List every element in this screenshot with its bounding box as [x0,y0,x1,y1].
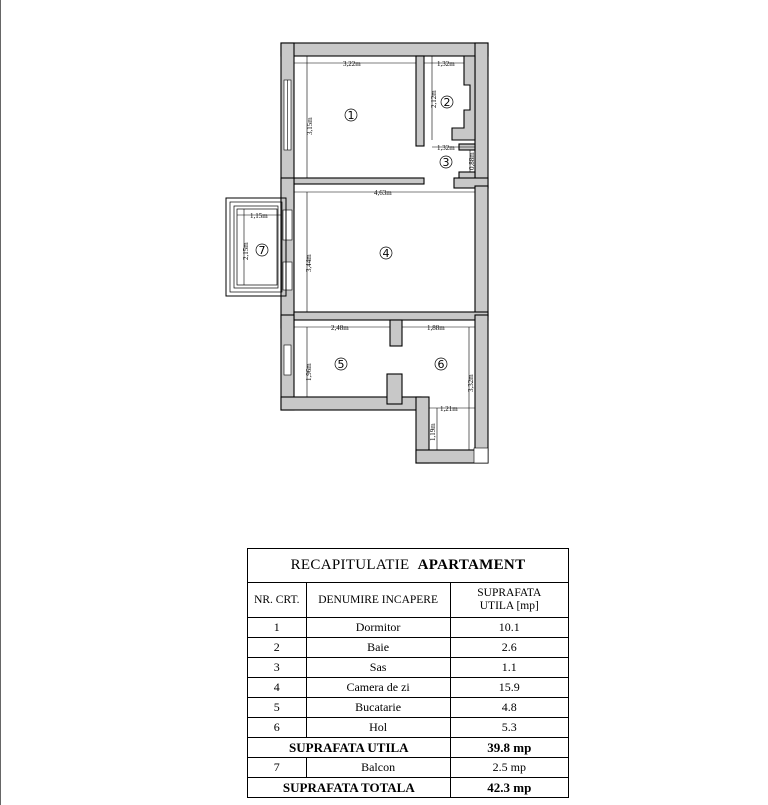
row-area: 2.6 [450,638,568,658]
dim-label: 2,12m [430,90,438,108]
dim-label: 3,32m [467,374,475,392]
table-row [248,718,569,738]
total-area-label: SUPRAFATA TOTALA [248,778,451,798]
useful-area-row [248,738,569,758]
table-title: RECAPITULATIE APARTAMENT [248,549,569,583]
room-number: 6 [437,358,445,371]
useful-area-value: 39.8 mp [450,738,568,758]
room-number: 2 [443,96,451,109]
dim-label: 1,32m [437,144,455,152]
dim-label: 4,63m [374,189,392,197]
dim-label: 3,44m [305,254,313,272]
table-row [248,638,569,658]
room-number: 4 [382,247,390,260]
header-nr: NR. CRT. [248,583,307,618]
row-name: Baie [306,638,450,658]
row-name: Sas [306,658,450,678]
dim-label: 1,15m [250,212,268,220]
row-name: Balcon [306,758,450,778]
row-area: 15.9 [450,678,568,698]
row-area: 4.8 [450,698,568,718]
dim-label: 1,19m [429,423,437,441]
total-area-row [248,778,569,798]
table-row [248,658,569,678]
dim-label: 1,96m [305,363,313,381]
dim-label: 1,21m [440,405,458,413]
room-number: 3 [442,156,450,169]
dim-label: 1,32m [437,60,455,68]
row-nr: 5 [248,698,307,718]
row-area: 10.1 [450,618,568,638]
balcony-row [248,758,569,778]
dim-label: 3,22m [343,60,361,68]
useful-area-label: SUPRAFATA UTILA [248,738,451,758]
row-area: 2.5 mp [450,758,568,778]
table-row [248,618,569,638]
room-number: 5 [337,358,345,371]
dim-label: 3,15m [306,117,314,135]
summary-table [247,548,569,798]
row-area: 5.3 [450,718,568,738]
table-header-row [248,583,569,618]
row-name: Camera de zi [306,678,450,698]
row-nr: 4 [248,678,307,698]
dim-label: 2,48m [331,324,349,332]
row-nr: 3 [248,658,307,678]
total-area-value: 42.3 mp [450,778,568,798]
dim-label: 2,15m [242,242,250,260]
row-nr: 1 [248,618,307,638]
table-row [248,678,569,698]
row-name: Hol [306,718,450,738]
room-number: 7 [258,244,266,257]
row-name: Dormitor [306,618,450,638]
dim-label: 1,88m [427,324,445,332]
row-name: Bucatarie [306,698,450,718]
table-row [248,698,569,718]
header-name: DENUMIRE INCAPERE [306,583,450,618]
row-nr: 7 [248,758,307,778]
row-nr: 2 [248,638,307,658]
header-area: SUPRAFATA UTILA [mp] [450,583,568,618]
dim-label: 0,88m [468,152,476,170]
row-area: 1.1 [450,658,568,678]
row-nr: 6 [248,718,307,738]
room-number: 1 [347,109,355,122]
